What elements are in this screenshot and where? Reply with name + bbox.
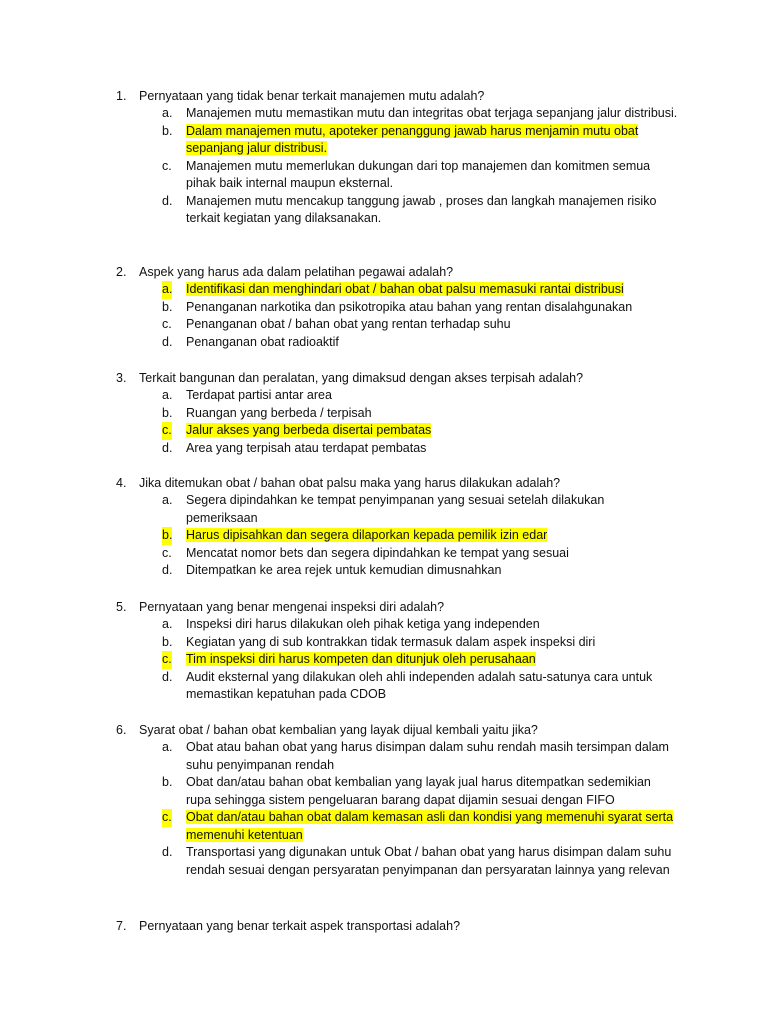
option-c-correct	[0, 422, 768, 440]
option-text: Obat dan/atau bahan obat kembalian yang layak jual harus ditempatkan sedemikian rupa sehingga sistem pengeluaran barang dapat dijamin sesuai dengan FIFO	[186, 775, 651, 807]
option-letter: d.	[162, 193, 173, 208]
question-number: 1.	[116, 89, 127, 103]
option-text: Area yang terpisah atau terdapat pembatas	[186, 440, 427, 455]
option-b-correct	[0, 123, 768, 158]
question-5	[0, 598, 768, 704]
question-text: Pernyataan yang benar mengenai inspeksi diri adalah?	[139, 600, 445, 614]
option-letter: a.	[162, 740, 173, 754]
option-letter: a.	[162, 493, 173, 507]
question-stem	[0, 721, 768, 739]
option-text: Penanganan obat / bahan obat yang rentan terhadap suhu	[186, 317, 511, 331]
question-4	[0, 474, 768, 580]
option-text: Ruangan yang berbeda / terpisah	[186, 405, 372, 420]
option-d	[0, 844, 768, 879]
question-2	[0, 263, 768, 351]
option-text-highlighted: Jalur akses yang berbeda disertai pembatas	[186, 423, 432, 437]
option-letter: d.	[162, 669, 173, 684]
option-text: Obat atau bahan obat yang harus disimpan dalam suhu rendah masih tersimpan dalam suhu penyimpanan rendah	[186, 740, 669, 772]
question-stem	[0, 87, 768, 105]
option-a	[0, 492, 768, 527]
question-number: 7.	[116, 919, 127, 933]
question-number: 5.	[116, 600, 127, 614]
option-b-correct	[0, 527, 768, 545]
option-a	[0, 739, 768, 774]
question-number: 4.	[116, 476, 127, 490]
option-text: Segera dipindahkan ke tempat penyimpanan yang sesuai setelah dilakukan pemeriksaan	[186, 493, 605, 525]
option-text-highlighted: Harus dipisahkan dan segera dilaporkan kepada pemilik izin edar	[186, 528, 548, 542]
option-text: Penanganan narkotika dan psikotropika atau bahan yang rentan disalahgunakan	[186, 299, 633, 314]
option-letter: d.	[162, 440, 173, 455]
option-text: Terdapat partisi antar area	[186, 388, 332, 402]
option-d	[0, 334, 768, 352]
question-text: Terkait bangunan dan peralatan, yang dimaksud dengan akses terpisah adalah?	[139, 371, 584, 385]
option-c-correct	[0, 651, 768, 669]
option-letter: d.	[162, 845, 173, 859]
option-a	[0, 387, 768, 405]
option-letter: c.	[162, 422, 172, 440]
option-letter: b.	[162, 527, 172, 545]
option-text: Kegiatan yang di sub kontrakkan tidak termasuk dalam aspek inspeksi diri	[186, 634, 596, 649]
question-6	[0, 721, 768, 879]
question-stem	[0, 263, 768, 281]
option-a	[0, 616, 768, 634]
option-letter: a.	[162, 617, 173, 631]
option-text-highlighted: Dalam manajemen mutu, apoteker penanggung jawab harus menjamin mutu obat sepanjang jalur distribusi.	[186, 123, 639, 155]
option-letter: b.	[162, 634, 173, 649]
option-b	[0, 405, 768, 423]
option-d	[0, 193, 768, 228]
option-d	[0, 669, 768, 704]
question-text: Pernyataan yang tidak benar terkait manajemen mutu adalah?	[139, 89, 485, 103]
question-text: Aspek yang harus ada dalam pelatihan pegawai adalah?	[139, 265, 454, 279]
question-stem	[0, 474, 768, 492]
option-c	[0, 158, 768, 193]
question-number: 6.	[116, 723, 127, 737]
option-text: Manajemen mutu memastikan mutu dan integritas obat terjaga sepanjang jalur distribusi.	[186, 106, 678, 120]
option-b	[0, 634, 768, 652]
question-text: Pernyataan yang benar terkait aspek transportasi adalah?	[139, 919, 461, 933]
option-letter: c.	[162, 158, 172, 173]
question-stem	[0, 917, 768, 935]
option-text-highlighted: Identifikasi dan menghindari obat / bahan obat palsu memasuki rantai distribusi	[186, 282, 624, 296]
option-text-highlighted: Obat dan/atau bahan obat dalam kemasan asli dan kondisi yang memenuhi syarat serta memenuhi ketentuan	[186, 810, 674, 842]
option-letter: d.	[162, 563, 173, 577]
option-letter: c.	[162, 651, 172, 669]
option-letter: d.	[162, 334, 173, 349]
option-letter: b.	[162, 405, 173, 420]
option-b	[0, 774, 768, 809]
option-text: Transportasi yang digunakan untuk Obat / bahan obat yang harus disimpan dalam suhu rendah sesuai dengan persyaratan penyimpanan dan persyaratan lainnya yang relevan	[186, 845, 672, 877]
option-letter: a.	[162, 388, 173, 402]
option-text: Audit eksternal yang dilakukan oleh ahli independen adalah satu-satunya cara untuk memastikan kepatuhan pada CDOB	[186, 669, 653, 701]
option-c	[0, 545, 768, 563]
option-b	[0, 299, 768, 317]
question-3	[0, 369, 768, 457]
option-d	[0, 562, 768, 580]
question-number: 2.	[116, 265, 127, 279]
option-letter: a.	[162, 106, 173, 120]
option-letter: a.	[162, 281, 172, 299]
option-c-correct	[0, 809, 768, 844]
option-letter: b.	[162, 299, 173, 314]
option-text: Ditempatkan ke area rejek untuk kemudian dimusnahkan	[186, 563, 502, 577]
option-letter: c.	[162, 545, 172, 560]
question-number: 3.	[116, 371, 127, 385]
question-text: Jika ditemukan obat / bahan obat palsu maka yang harus dilakukan adalah?	[139, 476, 561, 490]
option-d	[0, 440, 768, 458]
option-a	[0, 105, 768, 123]
option-text: Manajemen mutu memerlukan dukungan dari top manajemen dan komitmen semua pihak baik internal maupun eksternal.	[186, 158, 651, 190]
option-c	[0, 316, 768, 334]
question-stem	[0, 369, 768, 387]
question-text: Syarat obat / bahan obat kembalian yang layak dijual kembali yaitu jika?	[139, 723, 538, 737]
question-stem	[0, 598, 768, 616]
option-text: Penanganan obat radioaktif	[186, 334, 339, 349]
option-text: Inspeksi diri harus dilakukan oleh pihak ketiga yang independen	[186, 617, 540, 631]
question-7	[0, 917, 768, 935]
option-a-correct	[0, 281, 768, 299]
option-letter: c.	[162, 809, 172, 827]
option-text: Mencatat nomor bets dan segera dipindahkan ke tempat yang sesuai	[186, 545, 569, 560]
option-letter: b.	[162, 775, 173, 789]
option-text: Manajemen mutu mencakup tanggung jawab , proses dan langkah manajemen risiko terkait kegiatan yang dilaksanakan.	[186, 193, 657, 225]
question-1	[0, 87, 768, 228]
option-letter: c.	[162, 317, 172, 331]
option-text-highlighted: Tim inspeksi diri harus kompeten dan ditunjuk oleh perusahaan	[186, 652, 536, 666]
option-letter: b.	[162, 123, 173, 138]
